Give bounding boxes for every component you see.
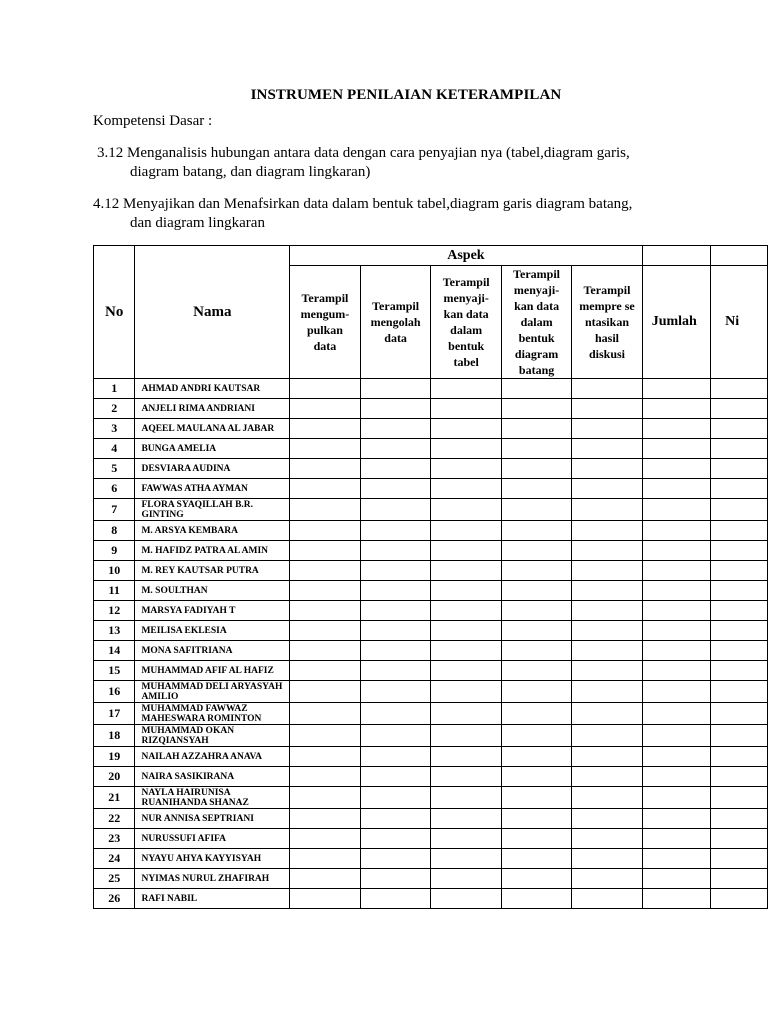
nilai-cell[interactable] (711, 681, 768, 703)
header-aspect-4: Terampil menyaji- kan data dalam bentuk diagram batang (501, 266, 571, 379)
student-name: AHMAD ANDRI KAUTSAR (135, 379, 290, 399)
score-cell[interactable] (572, 601, 642, 621)
header-nama: Nama (135, 246, 290, 379)
row-number: 10 (94, 561, 135, 581)
row-number: 3 (94, 419, 135, 439)
table-row (94, 747, 768, 767)
score-cell[interactable] (572, 419, 642, 439)
score-cell[interactable] (431, 581, 501, 601)
score-cell[interactable] (290, 747, 361, 767)
score-cell[interactable] (431, 419, 501, 439)
score-cell[interactable] (290, 541, 361, 561)
student-name: M. SOULTHAN (135, 581, 290, 601)
score-cell[interactable] (572, 581, 642, 601)
student-name: M. HAFIDZ PATRA AL AMIN (135, 541, 290, 561)
table-row (94, 581, 768, 601)
score-cell[interactable] (572, 521, 642, 541)
score-cell[interactable] (431, 849, 501, 869)
nilai-cell[interactable] (711, 439, 768, 459)
score-cell[interactable] (360, 849, 431, 869)
row-number: 21 (94, 787, 135, 809)
score-cell[interactable] (360, 869, 431, 889)
table-row (94, 681, 768, 703)
student-name: NYAYU AHYA KAYYISYAH (135, 849, 290, 869)
row-number: 18 (94, 725, 135, 747)
nilai-cell[interactable] (711, 889, 768, 909)
score-cell[interactable] (501, 889, 571, 909)
score-cell[interactable] (290, 561, 361, 581)
table-row (94, 703, 768, 725)
score-cell[interactable] (360, 747, 431, 767)
header-aspect-5: Terampil mempre se ntasikan hasil diskusi (572, 266, 642, 379)
table-row (94, 767, 768, 787)
jumlah-cell[interactable] (642, 479, 710, 499)
row-number: 20 (94, 767, 135, 787)
student-name: NYIMAS NURUL ZHAFIRAH (135, 869, 290, 889)
score-cell[interactable] (290, 379, 361, 399)
row-number: 7 (94, 499, 135, 521)
score-cell[interactable] (360, 399, 431, 419)
jumlah-cell[interactable] (642, 641, 710, 661)
table-row (94, 621, 768, 641)
score-cell[interactable] (501, 459, 571, 479)
score-cell[interactable] (290, 641, 361, 661)
score-cell[interactable] (290, 767, 361, 787)
score-cell[interactable] (290, 439, 361, 459)
score-cell[interactable] (431, 641, 501, 661)
score-cell[interactable] (572, 889, 642, 909)
student-name: MUHAMMAD DELI ARYASYAH AMILIO (135, 681, 290, 703)
row-number: 8 (94, 521, 135, 541)
student-name: BUNGA AMELIA (135, 439, 290, 459)
score-cell[interactable] (572, 561, 642, 581)
score-cell[interactable] (572, 703, 642, 725)
table-row (94, 787, 768, 809)
table-row (94, 399, 768, 419)
score-cell[interactable] (290, 661, 361, 681)
score-cell[interactable] (501, 419, 571, 439)
score-cell[interactable] (572, 541, 642, 561)
score-cell[interactable] (360, 661, 431, 681)
score-cell[interactable] (431, 499, 501, 521)
score-cell[interactable] (572, 829, 642, 849)
table-row (94, 379, 768, 399)
table-row (94, 499, 768, 521)
nilai-cell[interactable] (711, 601, 768, 621)
row-number: 4 (94, 439, 135, 459)
nilai-cell[interactable] (711, 829, 768, 849)
score-cell[interactable] (501, 747, 571, 767)
score-cell[interactable] (360, 889, 431, 909)
table-row (94, 521, 768, 541)
header-aspect-3: Terampil menyaji- kan data dalam bentuk tabel (431, 266, 501, 379)
row-number: 24 (94, 849, 135, 869)
score-cell[interactable] (501, 499, 571, 521)
nilai-cell[interactable] (711, 725, 768, 747)
score-cell[interactable] (501, 621, 571, 641)
score-cell[interactable] (501, 829, 571, 849)
score-cell[interactable] (501, 767, 571, 787)
jumlah-cell[interactable] (642, 849, 710, 869)
nilai-cell[interactable] (711, 767, 768, 787)
score-cell[interactable] (360, 521, 431, 541)
jumlah-cell[interactable] (642, 809, 710, 829)
nilai-cell[interactable] (711, 581, 768, 601)
header-nilai: Ni (711, 266, 768, 379)
score-cell[interactable] (431, 661, 501, 681)
row-number: 9 (94, 541, 135, 561)
student-name: MUHAMMAD FAWWAZ MAHESWARA ROMINTON (135, 703, 290, 725)
student-name: NURUSSUFI AFIFA (135, 829, 290, 849)
score-cell[interactable] (360, 541, 431, 561)
table-row (94, 889, 768, 909)
student-name: MEILISA EKLESIA (135, 621, 290, 641)
nilai-cell[interactable] (711, 561, 768, 581)
score-cell[interactable] (431, 681, 501, 703)
score-cell[interactable] (572, 681, 642, 703)
score-cell[interactable] (360, 829, 431, 849)
score-cell[interactable] (501, 521, 571, 541)
jumlah-cell[interactable] (642, 541, 710, 561)
row-number: 16 (94, 681, 135, 703)
score-cell[interactable] (501, 681, 571, 703)
score-cell[interactable] (360, 601, 431, 621)
jumlah-cell[interactable] (642, 521, 710, 541)
nilai-cell[interactable] (711, 849, 768, 869)
score-cell[interactable] (290, 869, 361, 889)
score-cell[interactable] (290, 621, 361, 641)
header-aspek: Aspek (290, 246, 643, 266)
score-cell[interactable] (290, 809, 361, 829)
kd-312-line2: diagram batang, dan diagram lingkaran) (130, 164, 371, 180)
score-cell[interactable] (572, 379, 642, 399)
jumlah-cell[interactable] (642, 767, 710, 787)
table-row (94, 641, 768, 661)
jumlah-cell[interactable] (642, 459, 710, 479)
score-cell[interactable] (431, 379, 501, 399)
jumlah-cell[interactable] (642, 601, 710, 621)
score-cell[interactable] (360, 419, 431, 439)
student-name: NAYLA HAIRUNISA RUANIHANDA SHANAZ (135, 787, 290, 809)
score-cell[interactable] (360, 641, 431, 661)
jumlah-cell[interactable] (642, 379, 710, 399)
assessment-table (93, 245, 768, 909)
score-cell[interactable] (360, 459, 431, 479)
score-cell[interactable] (572, 399, 642, 419)
header-no: No (94, 246, 135, 379)
header-blank (642, 246, 710, 266)
table-row (94, 661, 768, 681)
score-cell[interactable] (360, 499, 431, 521)
nilai-cell[interactable] (711, 641, 768, 661)
jumlah-cell[interactable] (642, 621, 710, 641)
score-cell[interactable] (290, 787, 361, 809)
score-cell[interactable] (431, 767, 501, 787)
nilai-cell[interactable] (711, 541, 768, 561)
score-cell[interactable] (431, 703, 501, 725)
score-cell[interactable] (290, 521, 361, 541)
score-cell[interactable] (360, 787, 431, 809)
score-cell[interactable] (572, 809, 642, 829)
score-cell[interactable] (501, 379, 571, 399)
table-row (94, 561, 768, 581)
table-row (94, 541, 768, 561)
table-row (94, 601, 768, 621)
score-cell[interactable] (501, 561, 571, 581)
student-name: NAIRA SASIKIRANA (135, 767, 290, 787)
score-cell[interactable] (501, 641, 571, 661)
score-cell[interactable] (501, 581, 571, 601)
score-cell[interactable] (431, 747, 501, 767)
score-cell[interactable] (290, 419, 361, 439)
row-number: 22 (94, 809, 135, 829)
table-row (94, 829, 768, 849)
score-cell[interactable] (290, 829, 361, 849)
score-cell[interactable] (501, 809, 571, 829)
score-cell[interactable] (290, 725, 361, 747)
score-cell[interactable] (572, 849, 642, 869)
nilai-cell[interactable] (711, 399, 768, 419)
student-name: MARSYA FADIYAH T (135, 601, 290, 621)
nilai-cell[interactable] (711, 809, 768, 829)
score-cell[interactable] (290, 479, 361, 499)
row-number: 5 (94, 459, 135, 479)
score-cell[interactable] (572, 767, 642, 787)
score-cell[interactable] (360, 439, 431, 459)
table-row (94, 439, 768, 459)
student-name: MONA SAFITRIANA (135, 641, 290, 661)
score-cell[interactable] (431, 889, 501, 909)
nilai-cell[interactable] (711, 499, 768, 521)
jumlah-cell[interactable] (642, 747, 710, 767)
student-name: NUR ANNISA SEPTRIANI (135, 809, 290, 829)
score-cell[interactable] (360, 681, 431, 703)
row-number: 19 (94, 747, 135, 767)
score-cell[interactable] (572, 641, 642, 661)
score-cell[interactable] (360, 703, 431, 725)
student-name: FLORA SYAQILLAH B.R. GINTING (135, 499, 290, 521)
row-number: 1 (94, 379, 135, 399)
jumlah-cell[interactable] (642, 681, 710, 703)
score-cell[interactable] (431, 399, 501, 419)
jumlah-cell[interactable] (642, 703, 710, 725)
row-number: 6 (94, 479, 135, 499)
score-cell[interactable] (431, 601, 501, 621)
row-number: 17 (94, 703, 135, 725)
score-cell[interactable] (572, 869, 642, 889)
score-cell[interactable] (572, 621, 642, 641)
nilai-cell[interactable] (711, 621, 768, 641)
student-name: MUHAMMAD AFIF AL HAFIZ (135, 661, 290, 681)
nilai-cell[interactable] (711, 379, 768, 399)
score-cell[interactable] (290, 601, 361, 621)
row-number: 13 (94, 621, 135, 641)
kd-412-line1: 4.12 Menyajikan dan Menafsirkan data dalam bentuk tabel,diagram garis diagram batang, (93, 196, 633, 212)
row-number: 25 (94, 869, 135, 889)
student-name: RAFI NABIL (135, 889, 290, 909)
score-cell[interactable] (431, 439, 501, 459)
score-cell[interactable] (360, 581, 431, 601)
student-name: MUHAMMAD OKAN RIZQIANSYAH (135, 725, 290, 747)
student-name: DESVIARA AUDINA (135, 459, 290, 479)
student-name: AQEEL MAULANA AL JABAR (135, 419, 290, 439)
student-name: M. ARSYA KEMBARA (135, 521, 290, 541)
table-row (94, 809, 768, 829)
jumlah-cell[interactable] (642, 787, 710, 809)
kd-312-line1: 3.12 Menganalisis hubungan antara data dengan cara penyajian nya (tabel,diagram garis, (97, 145, 630, 161)
jumlah-cell[interactable] (642, 725, 710, 747)
jumlah-cell[interactable] (642, 869, 710, 889)
row-number: 23 (94, 829, 135, 849)
row-number: 14 (94, 641, 135, 661)
kd-412-line2: dan diagram lingkaran (130, 215, 265, 231)
score-cell[interactable] (431, 459, 501, 479)
score-cell[interactable] (431, 521, 501, 541)
score-cell[interactable] (501, 703, 571, 725)
score-cell[interactable] (431, 869, 501, 889)
score-cell[interactable] (360, 379, 431, 399)
score-cell[interactable] (501, 787, 571, 809)
student-name: M. REY KAUTSAR PUTRA (135, 561, 290, 581)
student-name: FAWWAS ATHA AYMAN (135, 479, 290, 499)
student-name: NAILAH AZZAHRA ANAVA (135, 747, 290, 767)
score-cell[interactable] (431, 787, 501, 809)
score-cell[interactable] (360, 725, 431, 747)
jumlah-cell[interactable] (642, 581, 710, 601)
nilai-cell[interactable] (711, 459, 768, 479)
score-cell[interactable] (290, 399, 361, 419)
jumlah-cell[interactable] (642, 889, 710, 909)
score-cell[interactable] (501, 849, 571, 869)
table-row (94, 459, 768, 479)
score-cell[interactable] (290, 581, 361, 601)
jumlah-cell[interactable] (642, 439, 710, 459)
score-cell[interactable] (572, 499, 642, 521)
score-cell[interactable] (501, 541, 571, 561)
table-row (94, 419, 768, 439)
score-cell[interactable] (360, 621, 431, 641)
table-row (94, 869, 768, 889)
row-number: 11 (94, 581, 135, 601)
jumlah-cell[interactable] (642, 829, 710, 849)
score-cell[interactable] (290, 889, 361, 909)
score-cell[interactable] (290, 499, 361, 521)
score-cell[interactable] (572, 661, 642, 681)
nilai-cell[interactable] (711, 869, 768, 889)
row-number: 12 (94, 601, 135, 621)
jumlah-cell[interactable] (642, 561, 710, 581)
score-cell[interactable] (501, 399, 571, 419)
score-cell[interactable] (501, 601, 571, 621)
jumlah-cell[interactable] (642, 661, 710, 681)
kompetensi-label: Kompetensi Dasar : (93, 113, 213, 129)
score-cell[interactable] (572, 747, 642, 767)
score-cell[interactable] (501, 725, 571, 747)
header-aspect-2: Terampil mengolah data (360, 266, 431, 379)
table-row (94, 479, 768, 499)
score-cell[interactable] (572, 787, 642, 809)
score-cell[interactable] (501, 479, 571, 499)
score-cell[interactable] (360, 767, 431, 787)
score-cell[interactable] (431, 541, 501, 561)
score-cell[interactable] (501, 439, 571, 459)
row-number: 15 (94, 661, 135, 681)
score-cell[interactable] (290, 459, 361, 479)
student-name: ANJELI RIMA ANDRIANI (135, 399, 290, 419)
score-cell[interactable] (501, 869, 571, 889)
score-cell[interactable] (431, 479, 501, 499)
score-cell[interactable] (501, 661, 571, 681)
nilai-cell[interactable] (711, 747, 768, 767)
header-jumlah: Jumlah (642, 266, 710, 379)
nilai-cell[interactable] (711, 661, 768, 681)
table-row (94, 725, 768, 747)
score-cell[interactable] (290, 849, 361, 869)
nilai-cell[interactable] (711, 419, 768, 439)
jumlah-cell[interactable] (642, 399, 710, 419)
score-cell[interactable] (572, 479, 642, 499)
score-cell[interactable] (431, 621, 501, 641)
nilai-cell[interactable] (711, 703, 768, 725)
score-cell[interactable] (360, 809, 431, 829)
document-title: INSTRUMEN PENILAIAN KETERAMPILAN (250, 87, 562, 103)
row-number: 26 (94, 889, 135, 909)
score-cell[interactable] (572, 459, 642, 479)
score-cell[interactable] (360, 479, 431, 499)
score-cell[interactable] (290, 703, 361, 725)
jumlah-cell[interactable] (642, 419, 710, 439)
header-aspect-1: Terampil mengum- pulkan data (290, 266, 361, 379)
table-row (94, 849, 768, 869)
score-cell[interactable] (431, 561, 501, 581)
score-cell[interactable] (431, 829, 501, 849)
nilai-cell[interactable] (711, 521, 768, 541)
score-cell[interactable] (431, 809, 501, 829)
score-cell[interactable] (290, 681, 361, 703)
header-blank-2 (711, 246, 768, 266)
score-cell[interactable] (431, 725, 501, 747)
score-cell[interactable] (360, 561, 431, 581)
score-cell[interactable] (572, 725, 642, 747)
jumlah-cell[interactable] (642, 499, 710, 521)
nilai-cell[interactable] (711, 787, 768, 809)
nilai-cell[interactable] (711, 479, 768, 499)
row-number: 2 (94, 399, 135, 419)
score-cell[interactable] (572, 439, 642, 459)
